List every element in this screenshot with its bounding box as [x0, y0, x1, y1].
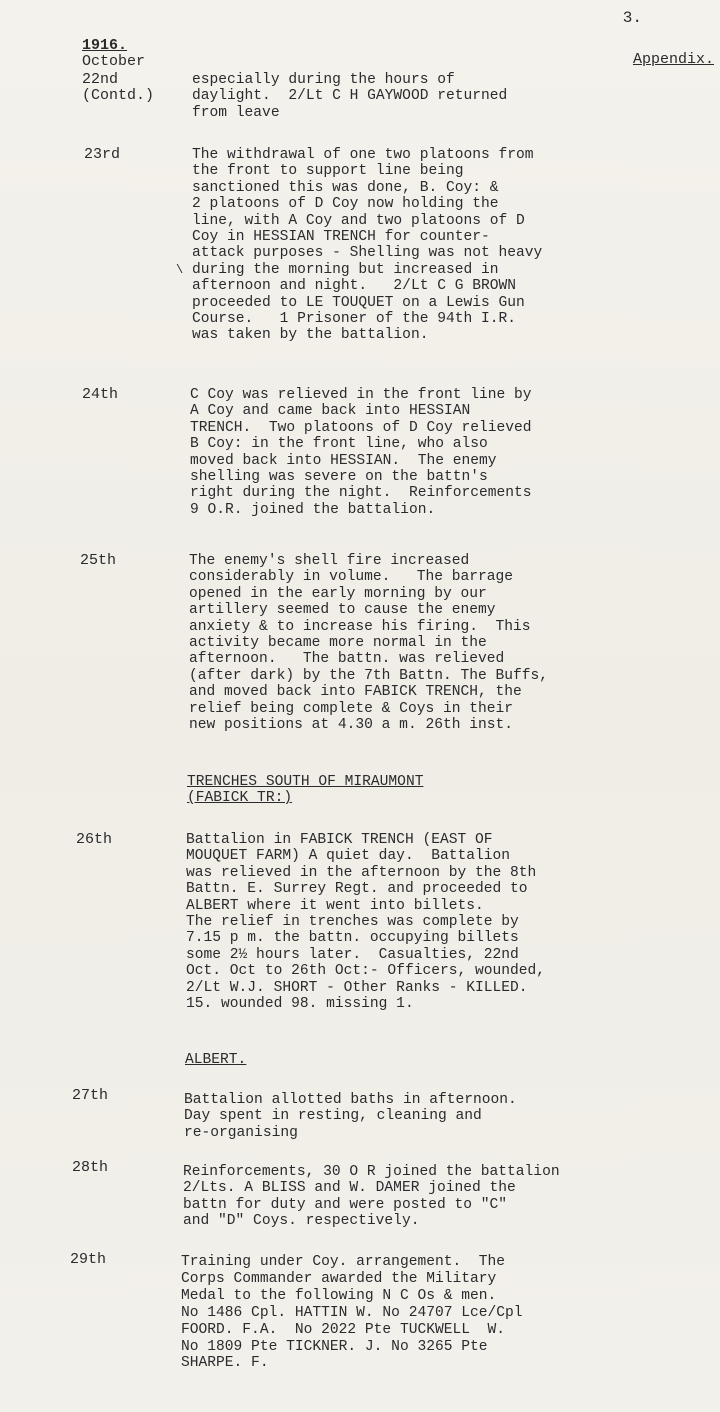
- diary-year: 1916.: [82, 37, 128, 54]
- entry-date-24th: 24th: [82, 386, 119, 403]
- entry-date-26th: 26th: [76, 831, 113, 848]
- entry-text-27th: Battalion allotted baths in afternoon. Day spent in resting, cleaning and re-organising: [184, 1092, 517, 1141]
- entry-date-23rd: 23rd: [84, 146, 121, 163]
- entry-text-22nd: especially during the hours of daylight. 2/Lt C H GAYWOOD returned from leave: [192, 72, 508, 121]
- location-heading-miraumont: TRENCHES SOUTH OF MIRAUMONT (FABICK TR:): [187, 774, 424, 807]
- entry-text-25th: The enemy's shell fire increased considerably in volume. The barrage opened in the early morning by our artillery seemed to cause the enemy anxiety & to increase his firing. This activity became more normal in the afternoon. The battn. was relieved (after dark) by the 7th Battn. The Buffs, and moved back into FABICK TRENCH, the relief being complete & Coys in their new positions at 4.30 a m. 26th inst.: [189, 553, 549, 734]
- entry-date-28th: 28th: [72, 1159, 109, 1176]
- entry-text-26th: Battalion in FABICK TRENCH (EAST OF MOUQUET FARM) A quiet day. Battalion was relieved in the afternoon by the 8th Battn. E. Surrey Regt. and proceeded to ALBERT where it went into billets. The relief in trenches was complete by 7.15 p m. the battn. occupying billets some 2½ hours later. Casualties, 22nd Oct. Oct to 26th Oct:- Officers, wounded, 2/Lt W.J. SHORT - Other Ranks - KILLED. 15. wounded 98. missing 1.: [186, 832, 546, 1013]
- entry-text-28th: Reinforcements, 30 O R joined the battalion 2/Lts. A BLISS and W. DAMER joined the battn for duty and were posted to "C" and "D" Coys. respectively.: [183, 1164, 560, 1230]
- entry-date-27th: 27th: [72, 1087, 109, 1104]
- entry-date-29th: 29th: [70, 1251, 107, 1268]
- entry-text-24th: C Coy was relieved in the front line by A Coy and came back into HESSIAN TRENCH. Two platoons of D Coy relieved B Coy: in the front line, who also moved back into HESSIAN. The enemy shelling was severe on the battn's right during the night. Reinforcements 9 O.R. joined the battalion.: [190, 387, 532, 518]
- entry-date-25th: 25th: [80, 552, 117, 569]
- margin-tick-mark: \: [176, 263, 184, 277]
- entry-text-23rd: The withdrawal of one two platoons from the front to support line being sanctioned this was done, B. Coy: & 2 platoons of D Coy now holding the line, with A Coy and two platoons of D Coy in HESSIAN TRENCH for counter- attack purposes - Shelling was not heavy during the morning but increased in afternoon and night. 2/Lt C G BROWN proceeded to LE TOUQUET on a Lewis Gun Course. 1 Prisoner of the 94th I.R. was taken by the battalion.: [192, 147, 543, 344]
- diary-month: October: [82, 53, 146, 70]
- entry-text-29th: Training under Coy. arrangement. The Corps Commander awarded the Military Medal to the following N C Os & men. No 1486 Cpl. HATTIN W. No 24707 Lce/Cpl FOORD. F.A. No 2022 Pte TUCKWELL W. No 1809 Pte TICKNER. J. No 3265 Pte SHARPE. F.: [181, 1254, 523, 1372]
- entry-date-22nd: 22nd (Contd.): [82, 71, 155, 105]
- page-number: 3.: [622, 9, 642, 27]
- appendix-heading: Appendix.: [632, 51, 714, 68]
- location-heading-albert: ALBERT.: [185, 1052, 247, 1068]
